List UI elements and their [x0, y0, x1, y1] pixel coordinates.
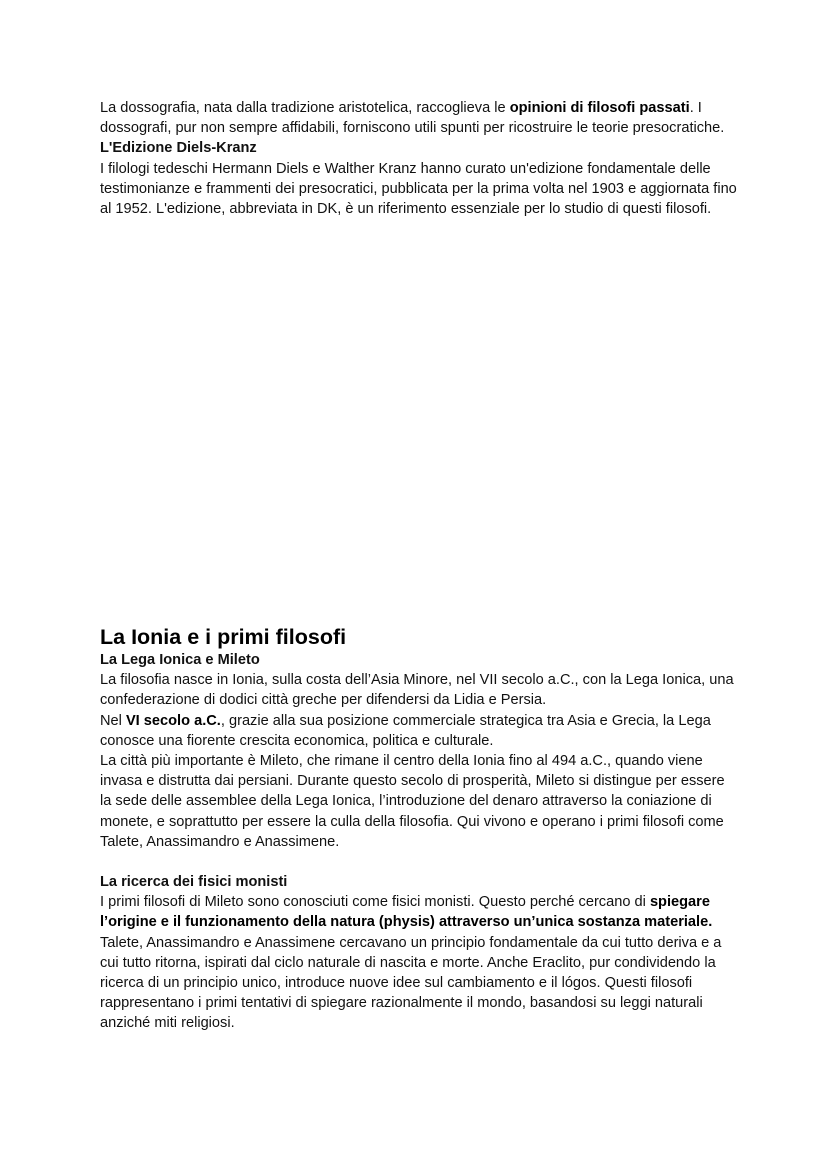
heading-diels-kranz: L'Edizione Diels-Kranz	[100, 140, 257, 157]
paragraph-text: La dossografia, nata dalla tradizione aristotelica, raccoglieva le	[100, 100, 510, 116]
paragraph-text: . I dossografi, pur non sempre affidabili, forniscono utili spunti per ricostruire le teorie presocratiche.	[100, 100, 725, 137]
section-ionia	[100, 624, 740, 1034]
paragraph-vi-secolo	[100, 711, 740, 751]
section-dossografia	[100, 98, 740, 219]
paragraph-mileto: La città più importante è Mileto, che rimane il centro della Ionia fino al 494 a.C., quando viene invasa e distrutta dai persiani. Durante questo secolo di prosperità, Mileto si distingue per essere la sede delle assemblee della Lega Ionica, l’introduzione del denaro attraverso la coniazione di monete, e soprattutto per essere la culla della filosofia. Qui vivono e operano i primi filosofi come Talete, Anassimandro e Anassimene.	[100, 753, 725, 850]
paragraph-dossografia	[100, 98, 740, 138]
paragraph-spacer	[100, 852, 740, 872]
paragraph-ionia-origins: La filosofia nasce in Ionia, sulla costa dell’Asia Minore, nel VII secolo a.C., con la Lega Ionica, una confederazione di dodici città greche per difendersi da Lidia e Persia.	[100, 672, 734, 709]
bold-text: spiegare l’origine e il funzionamento della natura (physis) attraverso un’unica sostanza materiale.	[100, 894, 713, 931]
paragraph-fisici-monisti	[100, 892, 740, 932]
paragraph-principio: Talete, Anassimandro e Anassimene cercavano un principio fondamentale da cui tutto deriva e a cui tutto ritorna, ispirati dal ciclo naturale di nascita e morte. Anche Eraclito, pur condividendo la ricerca di un principio unico, introduce nuove idee sul cambiamento e il lógos. Questi filosofi rappresentano i primi tentativi di spiegare razionalmente il mondo, basandosi su leggi naturali anziché miti religiosi.	[100, 934, 722, 1032]
paragraph-text: Nel	[100, 712, 126, 729]
paragraph-text: , grazie alla sua posizione commerciale strategica tra Asia e Grecia, la Lega conosce una fiorente crescita economica, politica e culturale.	[100, 712, 711, 749]
subheading-lega-ionica: La Lega Ionica e Mileto	[100, 652, 260, 668]
bold-text: opinioni di filosofi passati	[509, 100, 690, 116]
bold-text: VI secolo a.C.	[125, 712, 221, 729]
section-title: La Ionia e i primi filosofi	[100, 625, 347, 649]
subheading-fisici-monisti: La ricerca dei fisici monisti	[100, 874, 288, 891]
paragraph-diels-kranz: I filologi tedeschi Hermann Diels e Walther Kranz hanno curato un'edizione fondamentale delle testimonianze e frammenti dei presocratici, pubblicata per la prima volta nel 1903 e aggiornata fino al 1952. L'edizione, abbreviata in DK, è un riferimento essenziale per lo studio di questi filosofi.	[100, 160, 737, 218]
paragraph-text: I primi filosofi di Mileto sono conosciuti come fisici monisti. Questo perché cercano di	[100, 894, 650, 911]
